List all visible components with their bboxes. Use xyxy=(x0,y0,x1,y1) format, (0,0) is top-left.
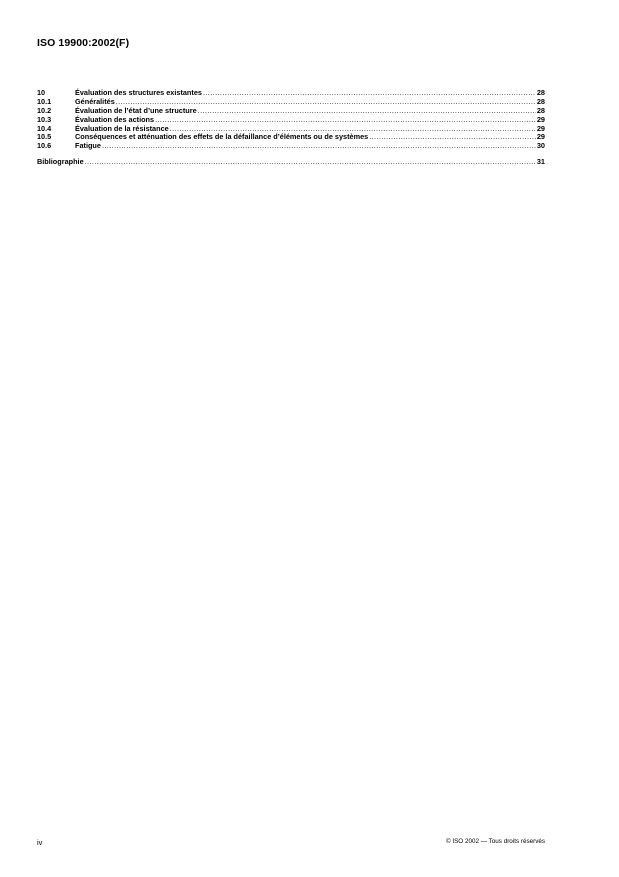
toc-leader-dots xyxy=(198,107,536,116)
toc-leader-dots xyxy=(203,89,536,98)
toc-spacer xyxy=(37,151,545,158)
toc-entry-number: 10.2 xyxy=(37,105,52,115)
copyright-notice: © ISO 2002 — Tous droits réservés xyxy=(445,838,545,845)
toc-entry-page: 28 xyxy=(536,88,545,97)
toc-entry-page: 28 xyxy=(536,105,545,115)
toc-leader-dots xyxy=(369,133,536,142)
toc-entry-number: 10.3 xyxy=(37,114,52,124)
toc-entry[interactable] xyxy=(37,133,545,142)
toc-entry-number: 10 xyxy=(37,88,46,97)
page-number: iv xyxy=(37,838,43,847)
toc-entry-number: 10.1 xyxy=(37,96,52,106)
toc-entry-page: 30 xyxy=(536,141,545,151)
document-footer xyxy=(37,838,545,847)
toc-entry-number: 10.4 xyxy=(37,123,52,133)
toc-entry-page: 29 xyxy=(536,114,545,124)
toc-entry-title: Évaluation des structures existantes xyxy=(75,88,202,97)
toc-entry-title: Bibliographie xyxy=(37,157,84,167)
toc-entry-title: Fatigue xyxy=(75,141,101,151)
toc-leader-dots xyxy=(155,116,536,125)
toc-leader-dots xyxy=(102,142,536,151)
document-header: ISO 19900:2002(F) xyxy=(37,37,130,49)
toc-entry-title: Conséquences et atténuation des effets de la défaillance d’éléments ou de systèmes xyxy=(75,132,369,142)
toc-entry-page: 31 xyxy=(536,157,545,167)
table-of-contents xyxy=(37,89,545,167)
toc-entry[interactable] xyxy=(37,142,545,151)
toc-entry-page: 29 xyxy=(536,123,545,133)
toc-entry-page: 28 xyxy=(536,96,545,106)
toc-entry-title: Évaluation de l’état d’une structure xyxy=(75,105,197,115)
toc-entry-title: Évaluation de la résistance xyxy=(75,123,169,133)
toc-entry-page: 29 xyxy=(536,132,545,142)
toc-entry-bibliography[interactable] xyxy=(37,158,545,167)
toc-entry-number: 10.6 xyxy=(37,141,52,151)
toc-leader-dots xyxy=(85,158,536,167)
toc-entry-title: Évaluation des actions xyxy=(75,114,155,124)
toc-entry-title: Généralités xyxy=(75,96,115,106)
toc-entry-number: 10.5 xyxy=(37,132,52,142)
